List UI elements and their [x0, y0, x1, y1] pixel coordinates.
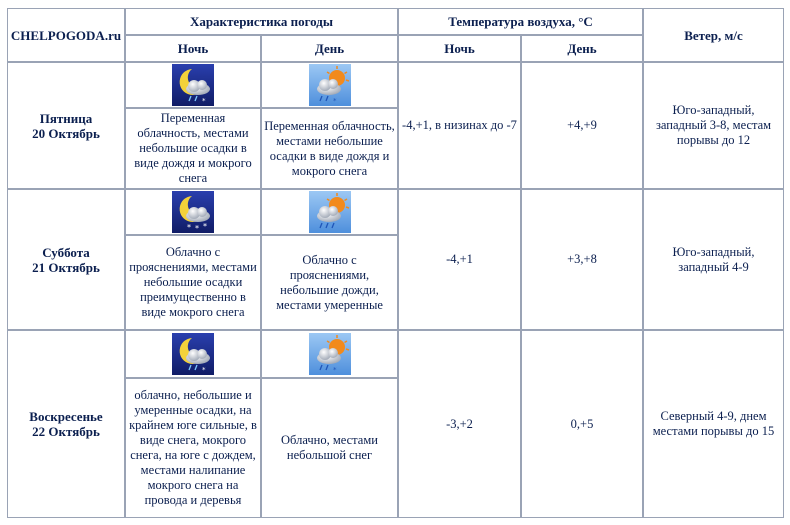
temp-night-value: -4,+1, в низинах до -7	[402, 118, 517, 132]
night-description-text: облачно, небольшие и умеренные осадки, на крайнем юге сильные, в виде снега, мокрого снега, на юге с дождем, местами налипание мокрого снега на провода и деревья	[129, 388, 257, 507]
temp-day-value: 0,+5	[570, 416, 594, 431]
temp-day-label: День	[567, 41, 597, 56]
temp-night-cell	[398, 330, 521, 518]
day-cell-friday	[7, 62, 125, 189]
wind-label: Ветер, м/с	[684, 27, 743, 43]
svg-text:*: *	[187, 223, 191, 232]
weather-char-label: Характеристика погоды	[189, 14, 334, 29]
svg-text:*: *	[332, 97, 336, 105]
temperature-label: Температура воздуха, °С	[448, 14, 593, 29]
day-name: Воскресенье	[29, 409, 103, 424]
temp-day-cell	[521, 62, 643, 189]
svg-text:*: *	[202, 366, 206, 374]
day-date: 22 Октябрь	[32, 424, 100, 439]
day-icon-cell	[261, 189, 398, 235]
night-description	[125, 235, 261, 330]
night-description	[125, 108, 261, 189]
day-date: 21 Октябрь	[32, 259, 100, 275]
temp-day-cell	[521, 189, 643, 330]
day-description	[261, 108, 398, 189]
temp-night-cell	[398, 62, 521, 189]
day-description	[261, 235, 398, 330]
svg-text:*: *	[332, 366, 336, 374]
sun-cloud-rain-snow-icon	[309, 64, 351, 106]
temp-day-value: +3,+8	[567, 252, 597, 266]
char-day-label: День	[314, 41, 345, 56]
site-logo-cell	[7, 8, 125, 62]
sun-cloud-rain-icon	[309, 191, 351, 233]
svg-text:*: *	[203, 222, 207, 231]
temp-night-cell	[398, 189, 521, 330]
temperature-header	[398, 8, 643, 35]
moon-cloud-rain-snow-icon	[172, 333, 214, 375]
wind-cell	[643, 189, 784, 330]
night-icon-cell	[125, 62, 261, 108]
wind-cell	[643, 62, 784, 189]
day-description-text: Облачно с прояснениями, небольшие дожди, местами умеренные	[276, 252, 383, 312]
day-description-text: Переменная облачность, местами небольшие осадки в виде дождя и мокрого снега	[264, 118, 395, 178]
temp-night-value: -3,+2	[446, 416, 473, 431]
day-description	[261, 378, 398, 518]
sun-cloud-rain-snow-icon	[309, 333, 351, 375]
char-night-label: Ночь	[177, 41, 209, 56]
temp-day-value: +4,+9	[567, 118, 597, 132]
night-icon-cell	[125, 330, 261, 378]
svg-text:*: *	[202, 97, 206, 105]
day-name: Пятница	[39, 110, 93, 126]
day-name: Суббота	[42, 244, 90, 260]
wind-value: Северный 4-9, днем местами порывы до 15	[652, 409, 775, 438]
wind-cell	[643, 330, 784, 518]
night-icon-cell	[125, 189, 261, 235]
weather-char-header	[125, 8, 398, 35]
temp-night-value: -4,+1	[446, 252, 473, 266]
wind-value: Юго-западный, западный 3-8, местам порывы до 12	[655, 103, 772, 147]
char-day-header	[261, 35, 398, 62]
day-icon-cell	[261, 330, 398, 378]
wind-header	[643, 8, 784, 62]
night-description-text: Облачно с прояснениями, местами небольшие осадки преимущественно в виде мокрого снега	[129, 245, 257, 319]
day-date: 20 Октябрь	[32, 125, 100, 141]
svg-text:*: *	[195, 224, 199, 233]
site-logo-text: CHELPOGODA.ru	[10, 27, 122, 43]
temp-day-header	[521, 35, 643, 62]
night-description-text: Переменная облачность, местами небольшие осадки в виде дождя и мокрого снега	[134, 111, 252, 185]
day-description-text: Облачно, местами небольшой снег	[281, 433, 378, 462]
wind-value: Юго-западный, западный 4-9	[672, 244, 755, 274]
moon-cloud-rain-snow-icon	[172, 64, 214, 106]
day-cell-sunday	[7, 330, 125, 518]
temp-night-label: Ночь	[444, 41, 475, 56]
day-icon-cell	[261, 62, 398, 108]
temp-day-cell	[521, 330, 643, 518]
moon-cloud-snow-icon	[172, 191, 214, 233]
temp-night-header	[398, 35, 521, 62]
night-description	[125, 378, 261, 518]
char-night-header	[125, 35, 261, 62]
day-cell-saturday	[7, 189, 125, 330]
